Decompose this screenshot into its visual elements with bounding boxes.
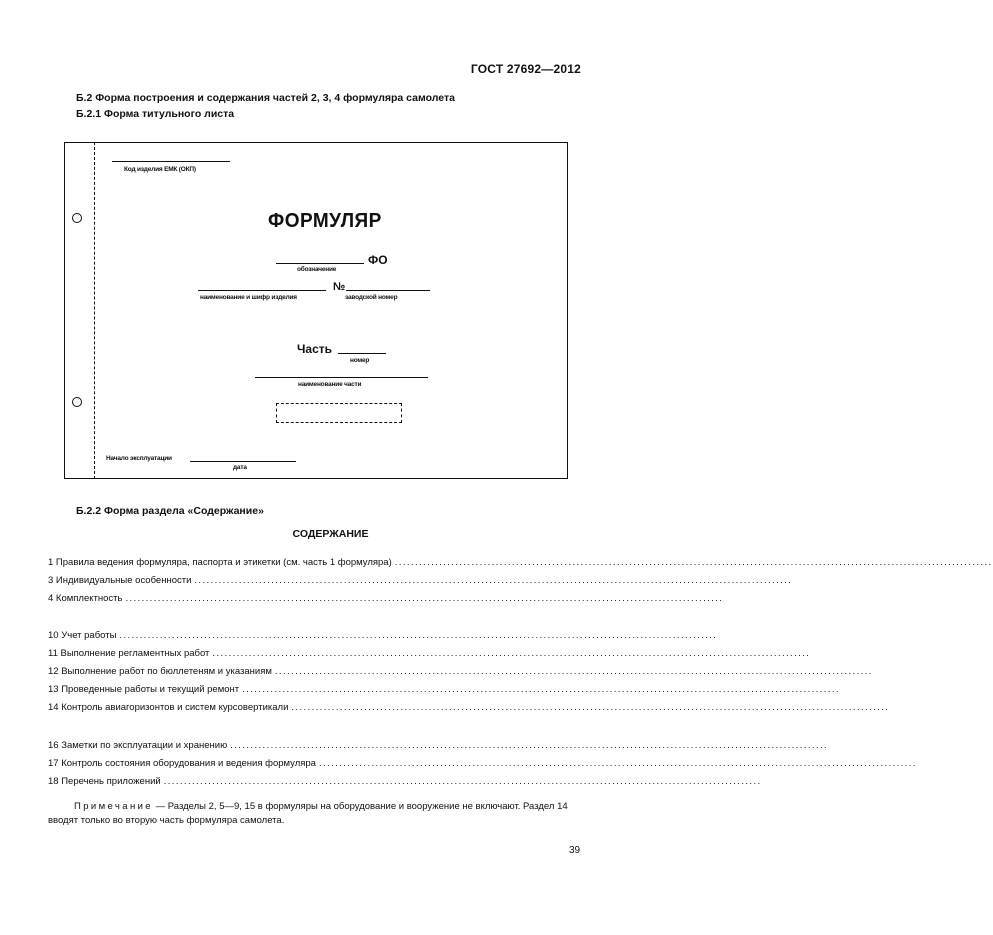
contents-item: 13 Проведенные работы и текущий ремонт .................................................................................................................................................... xyxy=(48,684,840,695)
designation-caption: обозначение xyxy=(297,266,337,273)
note-text: — Разделы 2, 5—9, 15 в формуляры на оборудование и вооружение не включают. Раздел 14 вводят только во вторую часть формуляра самолета. xyxy=(48,801,568,826)
section-heading-b22: Б.2.2 Форма раздела «Содержание» xyxy=(76,505,264,517)
note-label: Примечание xyxy=(74,801,153,812)
part-name-line xyxy=(255,377,428,378)
product-code-line xyxy=(112,161,230,162)
contents-item: 17 Контроль состояния оборудования и ведения формуляра .................................................................................................................................................... xyxy=(48,758,917,769)
contents-item: 1 Правила ведения формуляра, паспорта и этикетки (см. часть 1 формуляра) .................................................................................................................................................... xyxy=(48,557,993,568)
serial-number-caption: заводской номер xyxy=(345,294,398,301)
binding-hole-bottom xyxy=(72,397,82,407)
fo-suffix: ФО xyxy=(368,253,388,267)
contents-item: 10 Учет работы .................................................................................................................................................... xyxy=(48,630,718,641)
product-code-label: Код изделия ЕМК (ОКП) xyxy=(124,166,196,173)
note xyxy=(48,800,588,828)
designation-line xyxy=(276,263,364,264)
number-sign: № xyxy=(333,281,346,293)
operation-start-label: Начало эксплуатации xyxy=(106,455,172,462)
date-caption: дата xyxy=(233,464,247,471)
contents-item: 14 Контроль авиагоризонтов и систем курсовертикали .................................................................................................................................................... xyxy=(48,702,890,713)
contents-item: 4 Комплектность .................................................................................................................................................... xyxy=(48,593,724,604)
serial-number-line xyxy=(346,290,430,291)
document-code: ГОСТ 27692—2012 xyxy=(470,62,581,76)
operation-start-line xyxy=(190,461,296,462)
contents-item: 3 Индивидуальные особенности .................................................................................................................................................... xyxy=(48,575,793,586)
product-name-line xyxy=(198,290,326,291)
contents-item: 16 Заметки по эксплуатации и хранению .................................................................................................................................................... xyxy=(48,740,829,751)
contents-item: 18 Перечень приложений .................................................................................................................................................... xyxy=(48,776,762,787)
section-heading-b2: Б.2 Форма построения и содержания частей 2, 3, 4 формуляра самолета xyxy=(76,92,455,104)
contents-title: СОДЕРЖАНИЕ xyxy=(292,528,369,540)
page-number: 39 xyxy=(569,845,581,856)
stamp-box xyxy=(276,403,402,423)
contents-item: 12 Выполнение работ по бюллетеням и указаниям .................................................................................................................................................... xyxy=(48,666,873,677)
part-name-caption: наименование части xyxy=(298,381,362,388)
part-number-line xyxy=(338,353,386,354)
binding-hole-top xyxy=(72,213,82,223)
section-heading-b21: Б.2.1 Форма титульного листа xyxy=(76,108,235,120)
form-title: ФОРМУЛЯР xyxy=(268,210,382,232)
form-frame xyxy=(64,142,568,479)
part-label: Часть xyxy=(297,342,333,356)
part-number-caption: номер xyxy=(350,357,370,364)
binding-line xyxy=(94,142,95,479)
contents-item: 11 Выполнение регламентных работ .................................................................................................................................................... xyxy=(48,648,811,659)
product-name-caption: наименование и шифр изделия xyxy=(200,294,297,301)
